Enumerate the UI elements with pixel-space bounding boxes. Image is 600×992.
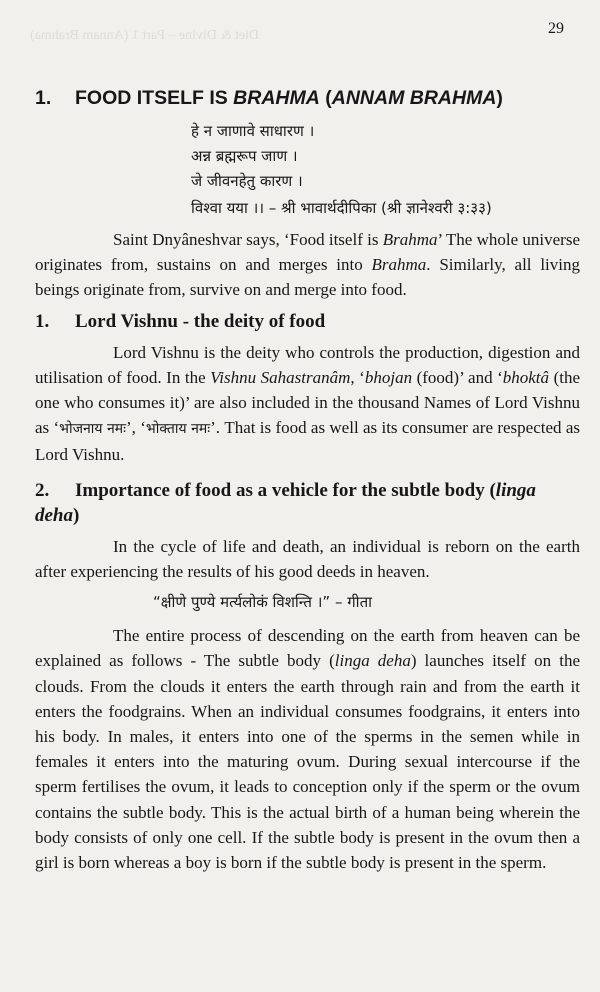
page-body xyxy=(35,85,580,875)
bleed-through-header: Diet & Divine – Part 1 (Annam Brahma) xyxy=(30,28,260,43)
subsection-heading: 2. Importance of food as a vehicle for the subtle body (linga deha) xyxy=(35,479,536,526)
verse-block xyxy=(191,119,580,221)
verse-line: अन्न ब्रह्मरूप जाण । xyxy=(191,147,298,165)
paragraph: Lord Vishnu is the deity who controls the production, digestion and utilisation of food. In the Vishnu Sahastranâm, ‘bhojan (food)’ and ‘bhoktâ (the one who consumes it)’ are also included in the thousand Names of Lord Vishnu as ‘भोजनाय नमः’, ‘भोक्ताय नमः’. That is food as well as its consumer are respected as Lord Vishnu. xyxy=(35,342,581,465)
paragraph: Saint Dnyâneshvar says, ‘Food itself is Brahma’ The whole universe originates from, sustains on and merges into Brahma. Similarly, all living beings originate from, survive on and merge into food. xyxy=(35,230,580,300)
verse-line: विश्वा यया ।। – श्री भावार्थदीपिका (श्री ज्ञानेश्वरी ३:३३) xyxy=(191,199,492,217)
paragraph: The entire process of descending on the earth from heaven can be explained as follows - The subtle body (linga deha) launches itself on the clouds. From the clouds it enters the earth through rain and from the earth it enters the foodgrains. When an individual consumes foodgrains, it enters into his body. In males, it enters into one of the sperms in the semen while in females it enters into the maturing ovum. During sexual intercourse if the sperm fertilises the ovum, it leads to conception only if the sperm or the ovum contains the subtle body. This is the actual birth of a human being wherein the body consists of only one cell. If the subtle body is present in the ovum then a girl is born whereas a boy is born if the subtle body is present in the sperm. xyxy=(35,626,580,873)
paragraph: In the cycle of life and death, an individual is reborn on the earth after experiencing the results of his good deeds in heaven. xyxy=(35,536,580,581)
page-number: 29 xyxy=(548,20,564,37)
subsection-heading: 1. Lord Vishnu - the deity of food xyxy=(35,310,326,332)
verse-line: जे जीवनहेतु कारण । xyxy=(191,172,303,190)
verse-line: हे न जाणावे साधारण । xyxy=(191,122,315,140)
gita-quote: “क्षीणे पुण्ये मर्त्यलोकं विशन्ति ।” – गीता xyxy=(153,593,373,612)
section-heading: 1. FOOD ITSELF IS BRAHMA (ANNAM BRAHMA) xyxy=(35,87,503,109)
section-number: 1. xyxy=(35,87,52,109)
